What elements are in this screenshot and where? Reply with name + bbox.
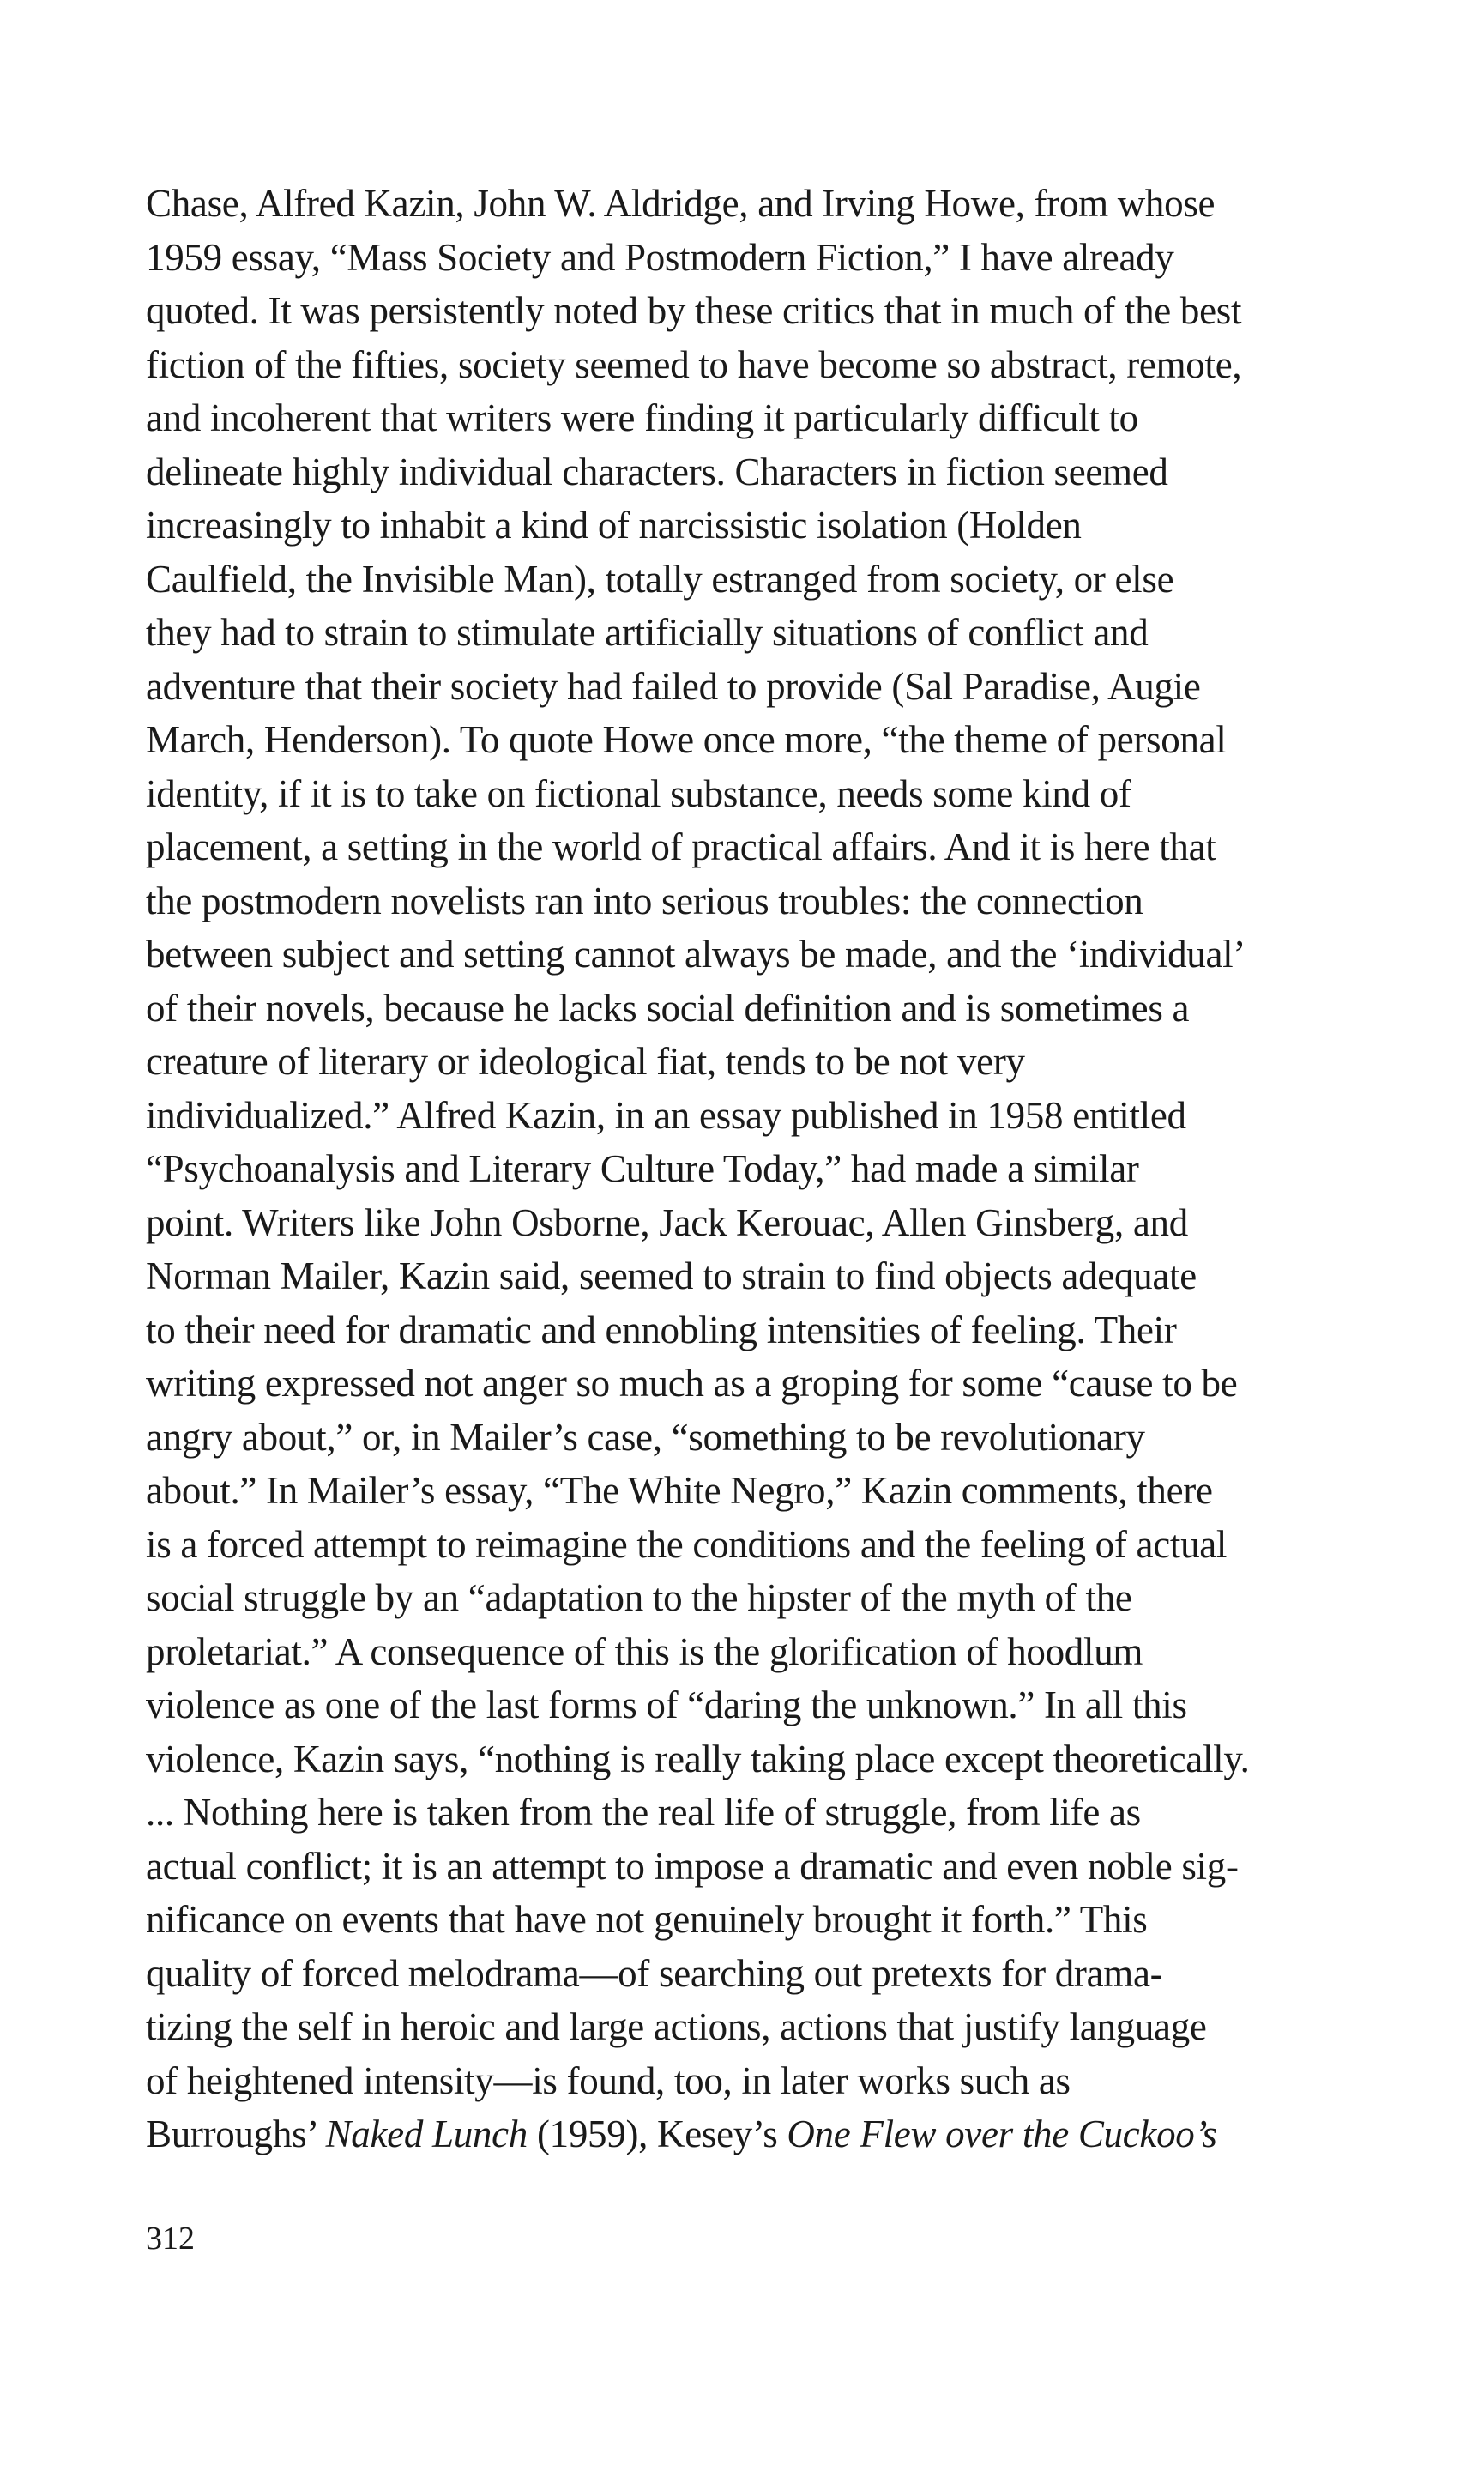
text-line-4: fiction of the fifties, society seemed to have become so abstract, remote, [146, 342, 1242, 386]
text-line-36: of heightened intensity—is found, too, in later works such as [146, 2058, 1071, 2102]
text-line-18: individualized.” Alfred Kazin, in an essay published in 1958 entitled [146, 1093, 1186, 1137]
book-title-naked-lunch: Naked Lunch [325, 2112, 528, 2155]
text-line-10: adventure that their society had failed to provide (Sal Paradise, Augie [146, 664, 1201, 708]
text-line-31: ... Nothing here is taken from the real life of struggle, from life as [146, 1791, 1141, 1834]
body-text [146, 177, 1355, 2161]
text-line-37-part-2: (1959), Kesey’s [528, 2112, 787, 2155]
text-line-16: of their novels, because he lacks social definition and is sometimes a [146, 986, 1190, 1030]
text-line-25: about.” In Mailer’s essay, “The White Negro,” Kazin comments, there [146, 1469, 1213, 1512]
text-line-19: “Psychoanalysis and Literary Culture Today,” had made a similar [146, 1147, 1139, 1190]
text-line-22: to their need for dramatic and ennobling intensities of feeling. Their [146, 1308, 1177, 1351]
text-line-27: social struggle by an “adaptation to the hipster of the myth of the [146, 1576, 1132, 1619]
text-line-15: between subject and setting cannot always be made, and the ‘individual’ [146, 933, 1246, 976]
text-line-33: nificance on events that have not genuinely brought it forth.” This [146, 1898, 1148, 1941]
text-line-1: Chase, Alfred Kazin, John W. Aldridge, and Irving Howe, from whose [146, 182, 1216, 225]
text-line-29: violence as one of the last forms of “daring the unknown.” In all this [146, 1683, 1187, 1726]
text-line-37 [146, 2107, 1355, 2161]
text-line-5: and incoherent that writers were finding it particularly difficult to [146, 396, 1138, 439]
text-line-35: tizing the self in heroic and large actions, actions that justify language [146, 2005, 1207, 2048]
text-line-30: violence, Kazin says, “nothing is really taking place except theoretically. [146, 1737, 1250, 1780]
text-line-9: they had to strain to stimulate artificially situations of conflict and [146, 611, 1149, 654]
text-line-8: Caulfield, the Invisible Man), totally estranged from society, or else [146, 557, 1174, 601]
text-line-14: the postmodern novelists ran into serious troubles: the connection [146, 879, 1143, 922]
text-line-34: quality of forced melodrama—of searching out pretexts for drama- [146, 1951, 1163, 1995]
text-line-37-part-1: Burroughs’ [146, 2112, 326, 2155]
text-line-24: angry about,” or, in Mailer’s case, “something to be revolutionary [146, 1415, 1145, 1459]
book-title-cuckoos-nest: One Flew over the Cuckoo’s [787, 2112, 1217, 2155]
text-line-11: March, Henderson). To quote Howe once more, “the theme of personal [146, 718, 1227, 761]
text-line-2: 1959 essay, “Mass Society and Postmodern Fiction,” I have already [146, 235, 1174, 279]
text-line-32: actual conflict; it is an attempt to impose a dramatic and even noble sig- [146, 1844, 1239, 1888]
text-line-6: delineate highly individual characters. Characters in fiction seemed [146, 450, 1168, 493]
text-line-17: creature of literary or ideological fiat, tends to be not very [146, 1040, 1025, 1083]
text-line-7: increasingly to inhabit a kind of narcissistic isolation (Holden [146, 504, 1082, 547]
text-line-12: identity, if it is to take on fictional substance, needs some kind of [146, 771, 1131, 815]
text-line-13: placement, a setting in the world of practical affairs. And it is here that [146, 825, 1216, 868]
text-line-23: writing expressed not anger so much as a groping for some “cause to be [146, 1362, 1238, 1405]
page-number: 312 [146, 2221, 195, 2257]
text-line-21: Norman Mailer, Kazin said, seemed to strain to find objects adequate [146, 1254, 1197, 1297]
text-line-26: is a forced attempt to reimagine the conditions and the feeling of actual [146, 1522, 1228, 1566]
text-line-20: point. Writers like John Osborne, Jack Kerouac, Allen Ginsberg, and [146, 1200, 1188, 1244]
text-line-28: proletariat.” A consequence of this is the glorification of hoodlum [146, 1629, 1143, 1673]
text-line-3: quoted. It was persistently noted by these critics that in much of the best [146, 289, 1242, 332]
